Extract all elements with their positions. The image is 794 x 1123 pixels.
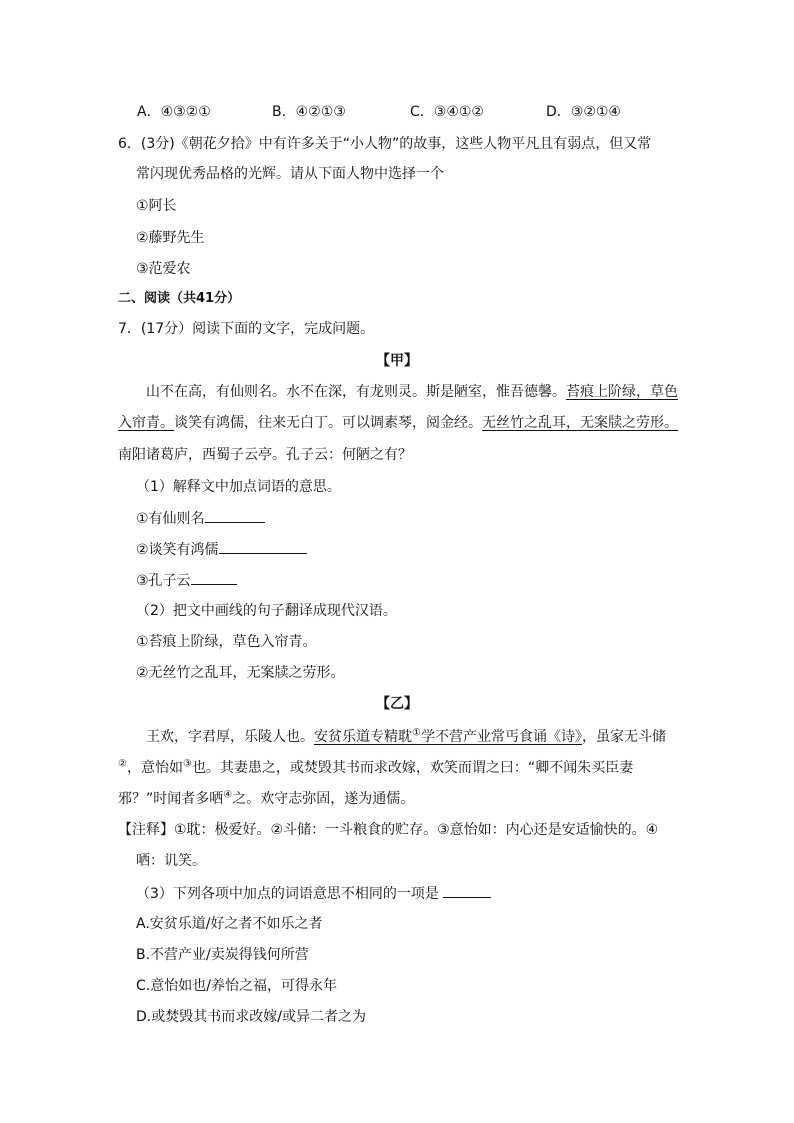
jia-underlined-sentence-1a: 苔痕上阶绿，草色 — [566, 384, 678, 400]
passage-yi-title: 【乙】 — [376, 696, 418, 712]
passage-jia-line3: 南阳诸葛庐，西蜀子云亭。孔子云：何陋之有？ — [118, 447, 412, 463]
annotation-line2: 哂：讥笑。 — [136, 853, 206, 869]
answer-blank[interactable] — [219, 539, 307, 554]
answer-blank[interactable] — [443, 883, 491, 898]
passage-yi-line3 — [118, 789, 414, 809]
q6-option-3: ③范爱农 — [136, 261, 191, 277]
q6-stem-line2: 常闪现优秀品格的光辉。请从下面人物中选择一个 — [136, 166, 444, 182]
jia-text: 山不在高，有仙则名。水不在深，有龙则灵。斯是陋室，惟吾德馨。 — [146, 384, 566, 400]
sub1-title: （1）解释文中加点词语的意思。 — [136, 479, 341, 495]
q5-option-a: A．④③②① — [137, 104, 211, 120]
q6-option-1: ①阿长 — [136, 198, 177, 214]
yi-text: 王欢，字君厚，乐陵人也。 — [146, 729, 314, 745]
sub2-item-1: ①苔痕上阶绿，草色入帘青。 — [136, 634, 317, 650]
passage-yi-line2 — [118, 758, 633, 778]
passage-jia-title: 【甲】 — [376, 353, 418, 369]
footnote-marker: ② — [118, 758, 127, 770]
passage-jia-line2 — [118, 413, 678, 433]
passage-jia-line1 — [146, 382, 678, 402]
q6-stem-line1: 6．(3分)《朝花夕拾》中有许多关于“小人物”的故事，这些人物平凡且有弱点，但又常 — [118, 136, 652, 152]
sub3-option-b: B.不营产业/卖炭得钱何所营 — [136, 947, 309, 963]
yi-text: 学不营产业常丐食诵《诗》 — [420, 729, 582, 745]
sub1-item-2 — [136, 539, 307, 560]
footnote-marker: ① — [412, 727, 421, 739]
footnote-marker: ④ — [223, 789, 233, 801]
q5-option-d: D．③②①④ — [546, 104, 621, 120]
answer-blank[interactable] — [191, 570, 237, 585]
yi-text: ，意怡如 — [126, 760, 183, 776]
sub3-title — [136, 883, 491, 904]
yi-text: 也。其妻患之，或焚毁其书而求改嫁，欢笑而谓之曰：“卿不闻朱买臣妻 — [191, 760, 634, 776]
sub1-item-3 — [136, 570, 237, 591]
sub3-title-text: （3）下列各项中加点的词语意思不相同的一项是 — [136, 886, 439, 902]
q7-intro: 7．(17分）阅读下面的文字，完成问题。 — [118, 321, 375, 337]
sub2-title: （2）把文中画线的句子翻译成现代汉语。 — [136, 603, 397, 619]
yi-underlined-sentence — [314, 729, 582, 745]
sub2-item-2: ②无丝竹之乱耳，无案牍之劳形。 — [136, 665, 345, 681]
q6-option-2: ②藤野先生 — [136, 230, 205, 246]
sub1-item-text: ②谈笑有鸿儒 — [136, 542, 219, 558]
sub3-option-c: C.意怡如也/养怡之福，可得永年 — [136, 978, 337, 994]
answer-blank[interactable] — [205, 508, 265, 523]
annotation-line1: 【注释】①耽：极爱好。②斗储：一斗粮食的贮存。③意怡如：内心还是安适愉快的。④ — [118, 822, 659, 838]
yi-text: 邪？”时闻者多哂 — [118, 791, 224, 807]
passage-yi-line1 — [146, 727, 666, 747]
jia-underlined-sentence-1b: 入帘青。 — [118, 415, 174, 431]
sub1-item-text: ③孔子云 — [136, 573, 191, 589]
yi-text: 之。欢守志弥固，遂为通儒。 — [232, 791, 415, 807]
q5-option-c: C．③④①② — [410, 104, 484, 120]
yi-text: ，虽家无斗储 — [581, 729, 666, 745]
sub3-option-d: D.或焚毁其书而求改嫁/或异二者之为 — [136, 1009, 366, 1025]
q5-option-b: B．④②①③ — [272, 104, 346, 120]
footnote-marker: ③ — [182, 758, 192, 770]
sub1-item-text: ①有仙则名 — [136, 511, 205, 527]
jia-text: 谈笑有鸿儒，往来无白丁。可以调素琴，阅金经。 — [174, 415, 482, 431]
sub3-option-a: A.安贫乐道/好之者不如乐之者 — [136, 916, 323, 932]
sub1-item-1 — [136, 508, 265, 529]
jia-underlined-sentence-2: 无丝竹之乱耳，无案牍之劳形。 — [482, 415, 678, 431]
section-title: 二、阅读（共41分） — [118, 291, 241, 306]
yi-text: 安贫乐道专精耽 — [314, 729, 412, 745]
